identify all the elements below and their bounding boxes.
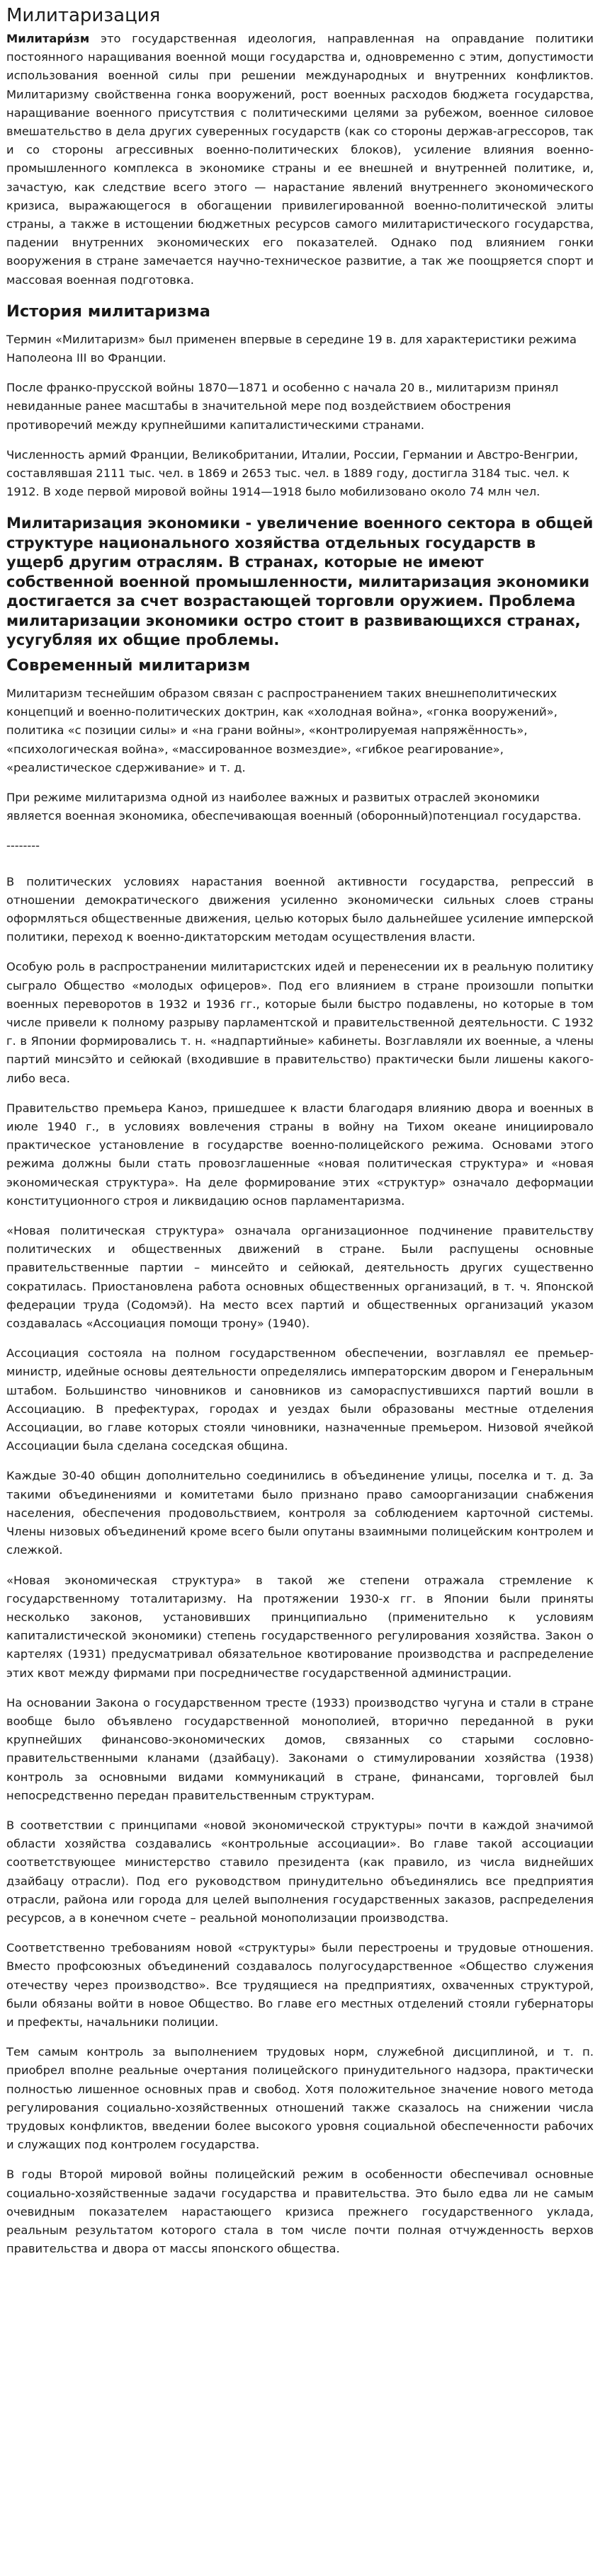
intro-paragraph xyxy=(6,30,594,290)
japan-paragraph: Правительство премьера Каноэ, пришедшее к власти благодаря влиянию двора и военных в июле 1940 г., в условиях вовлечения страны в войну на Тихом океане инициировало практическое установление в государстве военно-полицейского режима. Основами этого режима должны были стать провозглашенные «новая политическая структура» и «новая экономическая структура». На деле формирование этих «структур» означало деформации конституционного строя и ликвидацию основ парламентаризма. xyxy=(6,1101,594,1208)
japan-paragraph: На основании Закона о государственном тресте (1933) производство чугуна и стали в стране вообще было объявлено государственной монополией, вторично переданной в руки крупнейших финансово-экономических домов, связанных со старыми сословно-правительственными кланами (дзайбацу). Законами о стимулировании хозяйства (1938) контроль за основными видами коммуникаций в стране, финансами, торговлей был непосредственно передан правительственным структурам. xyxy=(6,1695,594,1802)
japan-paragraph: Тем самым контроль за выполнением трудовых норм, служебной дисциплиной, и т. п. приобрел вполне реальные очертания полицейского принудительного надзора, практически полностью лишенное основных прав и свобод. Хотя положительное значение нового метода регулирования социально-хозяйственных отношений также сказалось на снижении числа трудовых конфликтов, введении более высокого уровня социальной обеспеченности рабочих и служащих под контролем государства. xyxy=(6,2045,594,2152)
japan-paragraph: Ассоциация состояла на полном государственном обеспечении, возглавлял ее премьер-министр, идейные основы деятельности определялись императорским двором и Генеральным штабом. Большинство чиновников и сановников из самораспустившихся партий вошли в Ассоциацию. В префектурах, городах и уездах были образованы местные отделения Ассоциации, во главе которых стояли чиновники, назначенные премьером. Низовой ячейкой Ассоциации была сделана соседская община. xyxy=(6,1346,594,1453)
economy-militarization-heading: Милитаризация экономики - увеличение военного сектора в общей структуре национального хозяйства отдельных государств в ущерб другим отраслям. В странах, которые не имеют собственной военной промышленности, милитаризация экономики достигается за счет возрастающей торговли оружием. Проблема милитаризации экономики остро стоит в развивающихся странах, усугубляя их общие проблемы. xyxy=(6,515,594,649)
japan-paragraph: Соответственно требованиям новой «структуры» были перестроены и трудовые отношения. Вместо профсоюзных объединений создавалось полугосударственное «Общество служения отечеству через производство». Все трудящиеся на предприятиях, охваченных структурой, были обязаны войти в новое Общество. Во главе его местных отделений стояли губернаторы и префекты, начальники полиции. xyxy=(6,1941,594,2029)
history-paragraph: Численность армий Франции, Великобритании, Италии, России, Германии и Австро-Венгрии, составлявшая 2111 тыс. чел. в 1869 и 2653 тыс. чел. в 1889 году, достигла 3184 тыс. чел. к 1912. В ходе первой мировой войны 1914—1918 было мобилизовано около 74 млн чел. xyxy=(6,447,579,499)
history-paragraph: После франко-прусской войны 1870—1871 и особенно с начала 20 в., милитаризм принял невиданные ранее масштабы в значительной мере под воздействием обострения противоречий между крупнейшими капиталистическими странами. xyxy=(6,381,559,432)
modern-paragraph: При режиме милитаризма одной из наиболее важных и развитых отраслей экономики является военная экономика, обеспечивающая военный (оборонный)потенциал государства. xyxy=(6,790,582,823)
japan-paragraph: В годы Второй мировой войны полицейский режим в особенности обеспечивал основные социально-хозяйственные задачи государства и правительства. Это было едва ли не самым очевидным показателем нарастающего кризиса прежнего государственного уклада, реальным результатом которого стала в том числе почти полная отчужденность верхов правительства и двора от массы японского общества. xyxy=(6,2168,594,2256)
intro-lead-term: Милитари́зм xyxy=(6,32,90,45)
article xyxy=(0,4,600,2258)
japan-paragraph: В соответствии с принципами «новой экономической структуры» почти в каждой значимой области хозяйства создавались «контрольные ассоциации». Во главе такой ассоциации соответствующее министерство ставило президента (как правило, из числа виднейших дзайбацу отрасли). Под его руководством принудительно объединялись все предприятия отрасли, района или города для целей выполнения государственных заказов, распределения ресурсов, а в конечном счете – реальной монополизации производства. xyxy=(6,1818,594,1925)
history-paragraph: Термин «Милитаризм» был применен впервые в середине 19 в. для характеристики режима Наполеона III во Франции. xyxy=(6,332,577,365)
japan-paragraph: «Новая экономическая структура» в такой же степени отражала стремление к государственному тоталитаризму. На протяжении 1930-х гг. в Японии были приняты несколько законов, установивших принципиально (применительно к условиям капиталистической экономики) степень государственного регулирования хозяйства. Закон о картелях (1931) предусматривал обязательное квотирование производства и распределение этих квот между фирмами при посредничестве государственной администрации. xyxy=(6,1573,594,1680)
page-title: Милитаризация xyxy=(6,5,161,26)
modern-paragraph: Милитаризм теснейшим образом связан с распространением таких внешнеполитических концепций и военно-политических доктрин, как «холодная война», «гонка вооружений», политика «с позиции силы» и «на грани войны», «контролируемая напряжённость», «психологическая война», «массированное возмездие», «гибкое реагирование», «реалистическое сдерживание» и т. д. xyxy=(6,686,557,774)
separator: -------- xyxy=(6,839,40,853)
japan-paragraph: В политических условиях нарастания военной активности государства, репрессий в отношении демократического движения усиленно экономически сильных слоев страны оформляться общественные движения, целью которых было дальнейшее усиление имперской политики, переход к военно-диктаторским методам осуществления власти. xyxy=(6,874,594,944)
modern-heading: Современный милитаризм xyxy=(6,656,251,675)
japan-paragraph: Особую роль в распространении милитаристских идей и перенесении их в реальную политику сыграло Общество «молодых офицеров». Под его влиянием в стране произошли попытки военных переворотов в 1932 и 1936 гг., которые были быстро подавлены, но которые в том числе привели к полному разрыву парламентской и правительственной деятельности. С 1932 г. в Японии формировались т. н. «надпартийные» кабинеты. Возглавляли их военные, а члены партий минсэйто и сейюкай (входившие в правительство) практически были лишены какого-либо веса. xyxy=(6,960,594,1085)
history-heading: История милитаризма xyxy=(6,302,210,321)
japan-paragraph: Каждые 30-40 общин дополнительно соединились в объединение улицы, поселка и т. д. За такими объединениями и комитетами было признано право самоорганизации снабжения населения, обеспечения продовольствием, контроля за соблюдением карточной системы. Члены низовых объединений кроме всего были опутаны взаимными полицейским контролем и слежкой. xyxy=(6,1469,594,1557)
japan-paragraph: «Новая политическая структура» означала организационное подчинение правительству политических и общественных движений в стране. Были распущены основные правительственные партии – минсейто и сейюкай, деятельность других существенно сократилась. Приостановлена работа основных общественных организаций, в т. ч. Японской федерации труда (Содомэй). На место всех партий и общественных организаций указом создавалась «Ассоциация помощи трону» (1940). xyxy=(6,1224,594,1331)
intro-text: это государственная идеология, направленная на оправдание политики постоянного наращивания военной мощи государства и, одновременно с этим, допустимости использования военной силы при решении международных и внутренних конфликтов. Милитаризму свойственна гонка вооружений, рост военных расходов бюджета государства, наращивание военного присутствия с политическими целями за рубежом, военное силовое вмешательство в дела других суверенных государств (как со стороны держав-агрессоров, так и со стороны агрессивных военно-политических блоков), усиление влияния военно-промышленного комплекса в экономике страны и ее внешней и внутренней политике, и, зачастую, как следствие всего этого — нарастание явлений внутреннего экономического кризиса, выражающегося в обогащении привилегированной военно-политической элиты страны, а также в истощении бюджетных ресурсов самого милитаристического государства, падении внутренних экономических его показателей. Однако под влиянием гонки вооружения в стране замечается научно-техническое развитие, а так же поощряется спорт и массовая военная подготовка. xyxy=(6,32,594,287)
